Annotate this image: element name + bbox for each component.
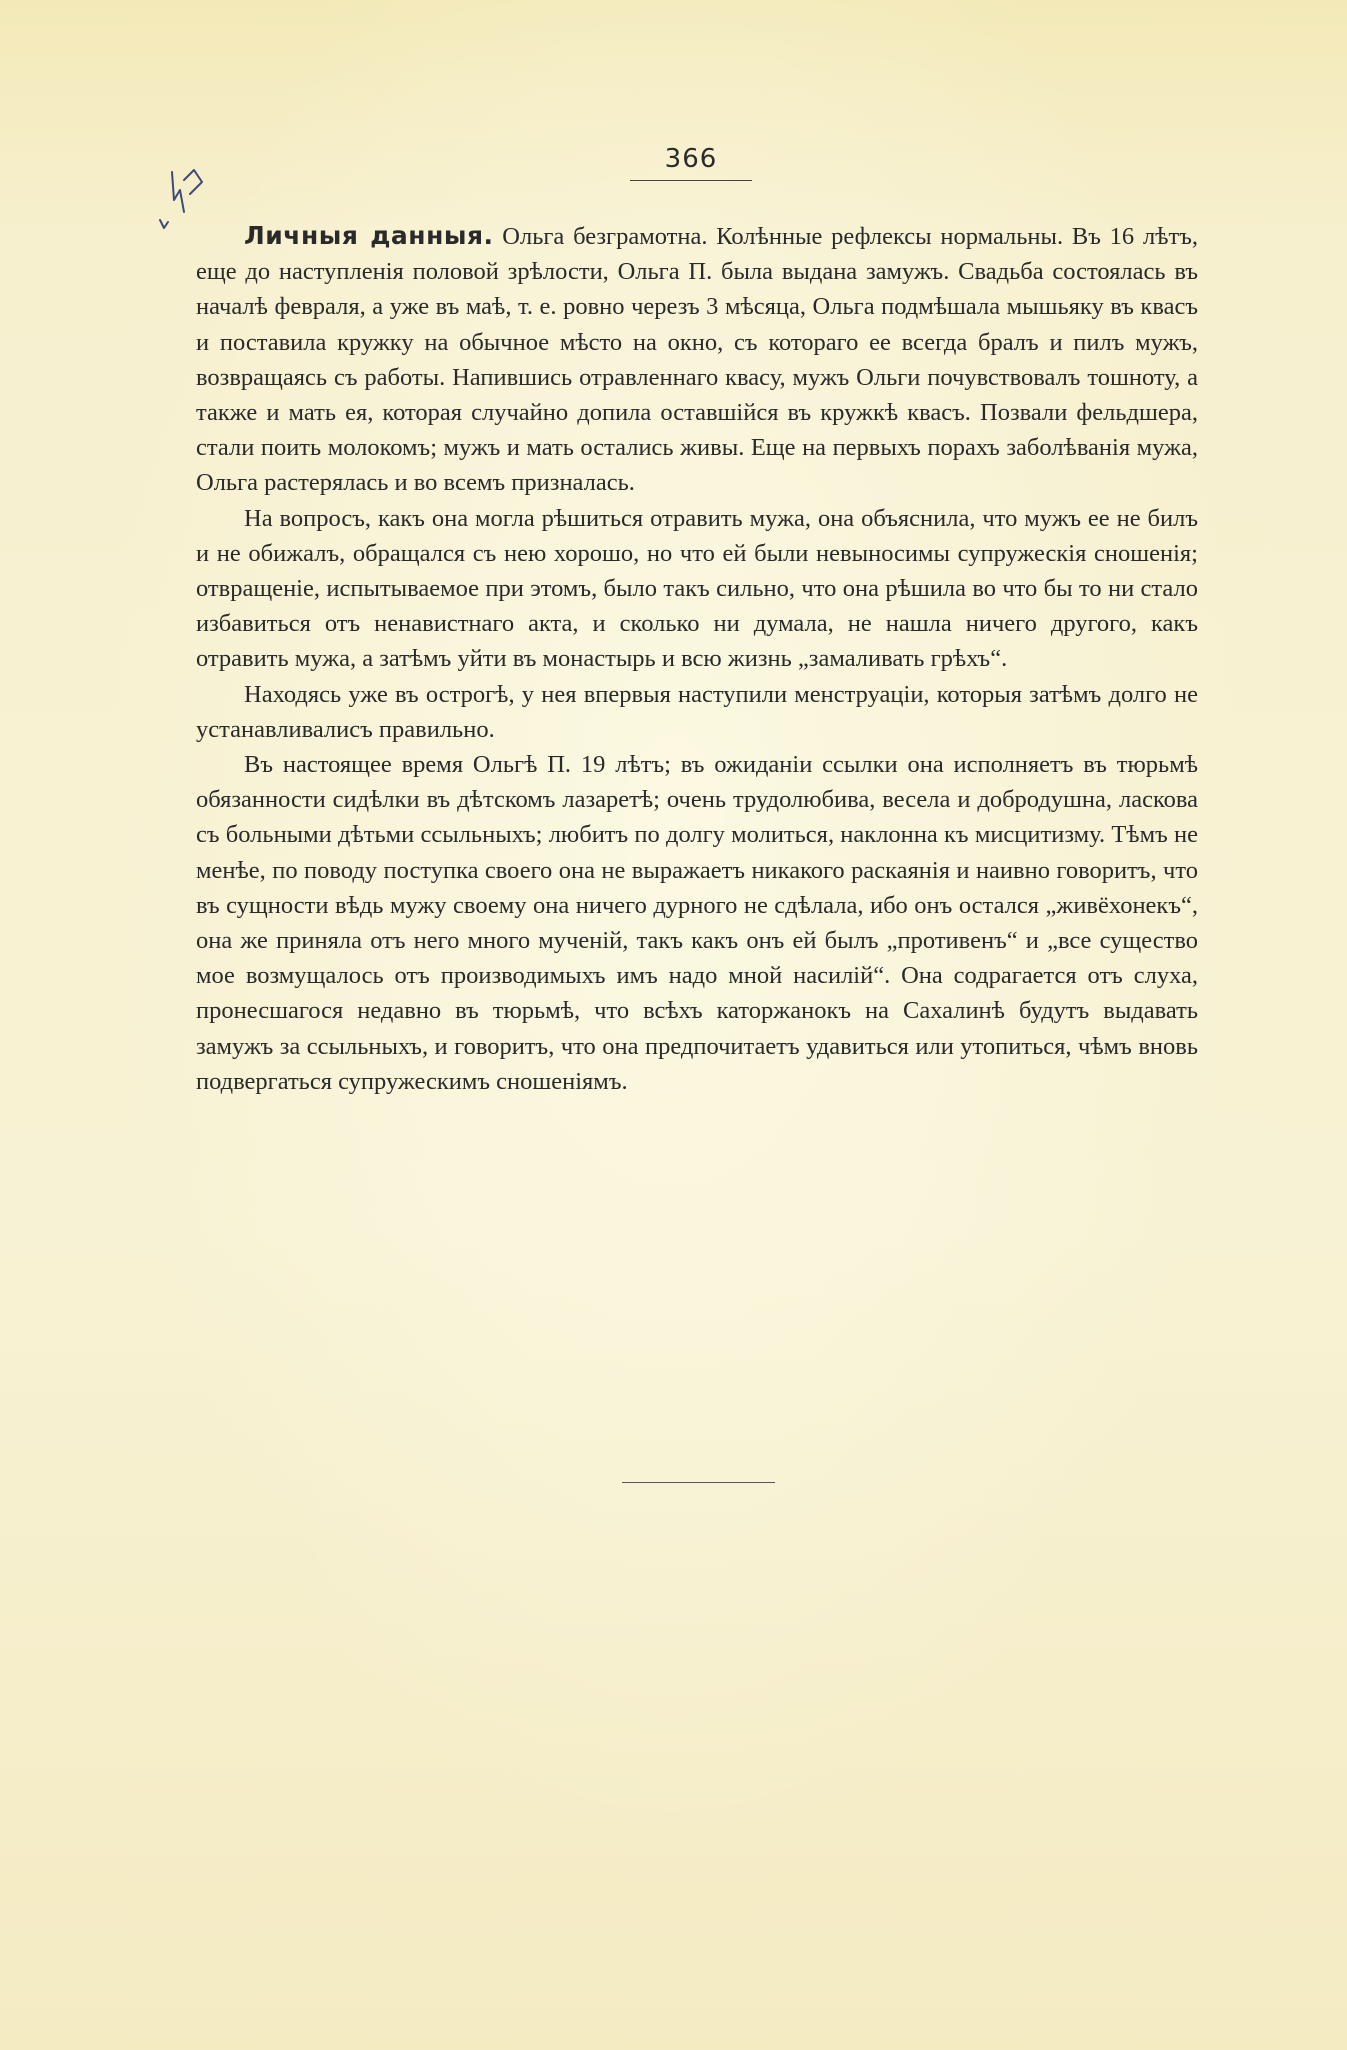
section-lead-heading: Личныя данныя. xyxy=(244,221,494,250)
paragraph-personal-data xyxy=(196,218,1198,501)
page-number-underline xyxy=(630,180,752,181)
paragraph-text: Ольга безграмотна. Колѣнные рефлексы нормальны. Въ 16 лѣтъ, еще до наступленія половой зрѣлости, Ольга П. была выдана замужъ. Свадьба состоялась въ началѣ февраля, а уже въ маѣ, т. е. ровно черезъ 3 мѣсяца, Ольга подмѣшала мышьяку въ квасъ и поставила кружку на обычное мѣсто на окно, съ котораго ее всегда бралъ и пилъ мужъ, возвращаясь съ работы. Напившись отравленнаго квасу, мужъ Ольги почувствовалъ тошноту, а также и мать ея, которая случайно допила оставшійся въ кружкѣ квасъ. Позвали фельдшера, стали поить молокомъ; мужъ и мать остались живы. Еще на первыхъ порахъ заболѣванія мужа, Ольга растерялась и во всемъ призналась. xyxy=(196,223,1198,497)
end-rule-divider xyxy=(622,1482,775,1483)
paragraph-motive: На вопросъ, какъ она могла рѣшиться отравить мужа, она объяснила, что мужъ ее не билъ и не обижалъ, обращался съ нею хорошо, но что ей были невыносимы супружескія сношенія; отвращеніе, испытываемое при этомъ, было такъ сильно, что она рѣшила во что бы то ни стало избавиться отъ ненавистнаго акта, и сколько ни думала, не нашла ничего другого, какъ отравить мужа, а затѣмъ уйти въ монастырь и всю жизнь „замаливать грѣхъ“. xyxy=(196,504,1198,673)
body-text xyxy=(196,218,1198,1099)
paragraph-present: Въ настоящее время Ольгѣ П. 19 лѣтъ; въ ожиданіи ссылки она исполняетъ въ тюрьмѣ обязанности сидѣлки въ дѣтскомъ лазаретѣ; очень трудолюбива, весела и добродушна, ласкова съ больными дѣтьми ссыльныхъ; любитъ по долгу молиться, наклонна къ мисцитизму. Тѣмъ не менѣе, по поводу поступка своего она не выражаетъ никакого раскаянія и наивно говоритъ, что въ сущности вѣдь мужу своему она ничего дурного не сдѣлала, ибо онъ остался „живёхонекъ“, она же приняла отъ него много мученій, такъ какъ онъ ей былъ „противенъ“ и „все существо мое возмущалось отъ производимыхъ имъ надо мной насилій“. Она содрагается отъ слуха, пронесшагося недавно въ тюрьмѣ, что всѣхъ каторжанокъ на Сахалинѣ будутъ выдавать замужъ за ссыльныхъ, и говоритъ, что она предпочитаетъ удавиться или утопиться, чѣмъ вновь подвергаться супружескимъ сношеніямъ. xyxy=(196,751,1198,1095)
page-number: 366 xyxy=(664,144,718,174)
page-header xyxy=(630,142,752,181)
paragraph-prison: Находясь уже въ острогѣ, у нея впервыя наступили менструаціи, которыя затѣмъ долго не устанавливалисъ правильно. xyxy=(196,680,1198,743)
